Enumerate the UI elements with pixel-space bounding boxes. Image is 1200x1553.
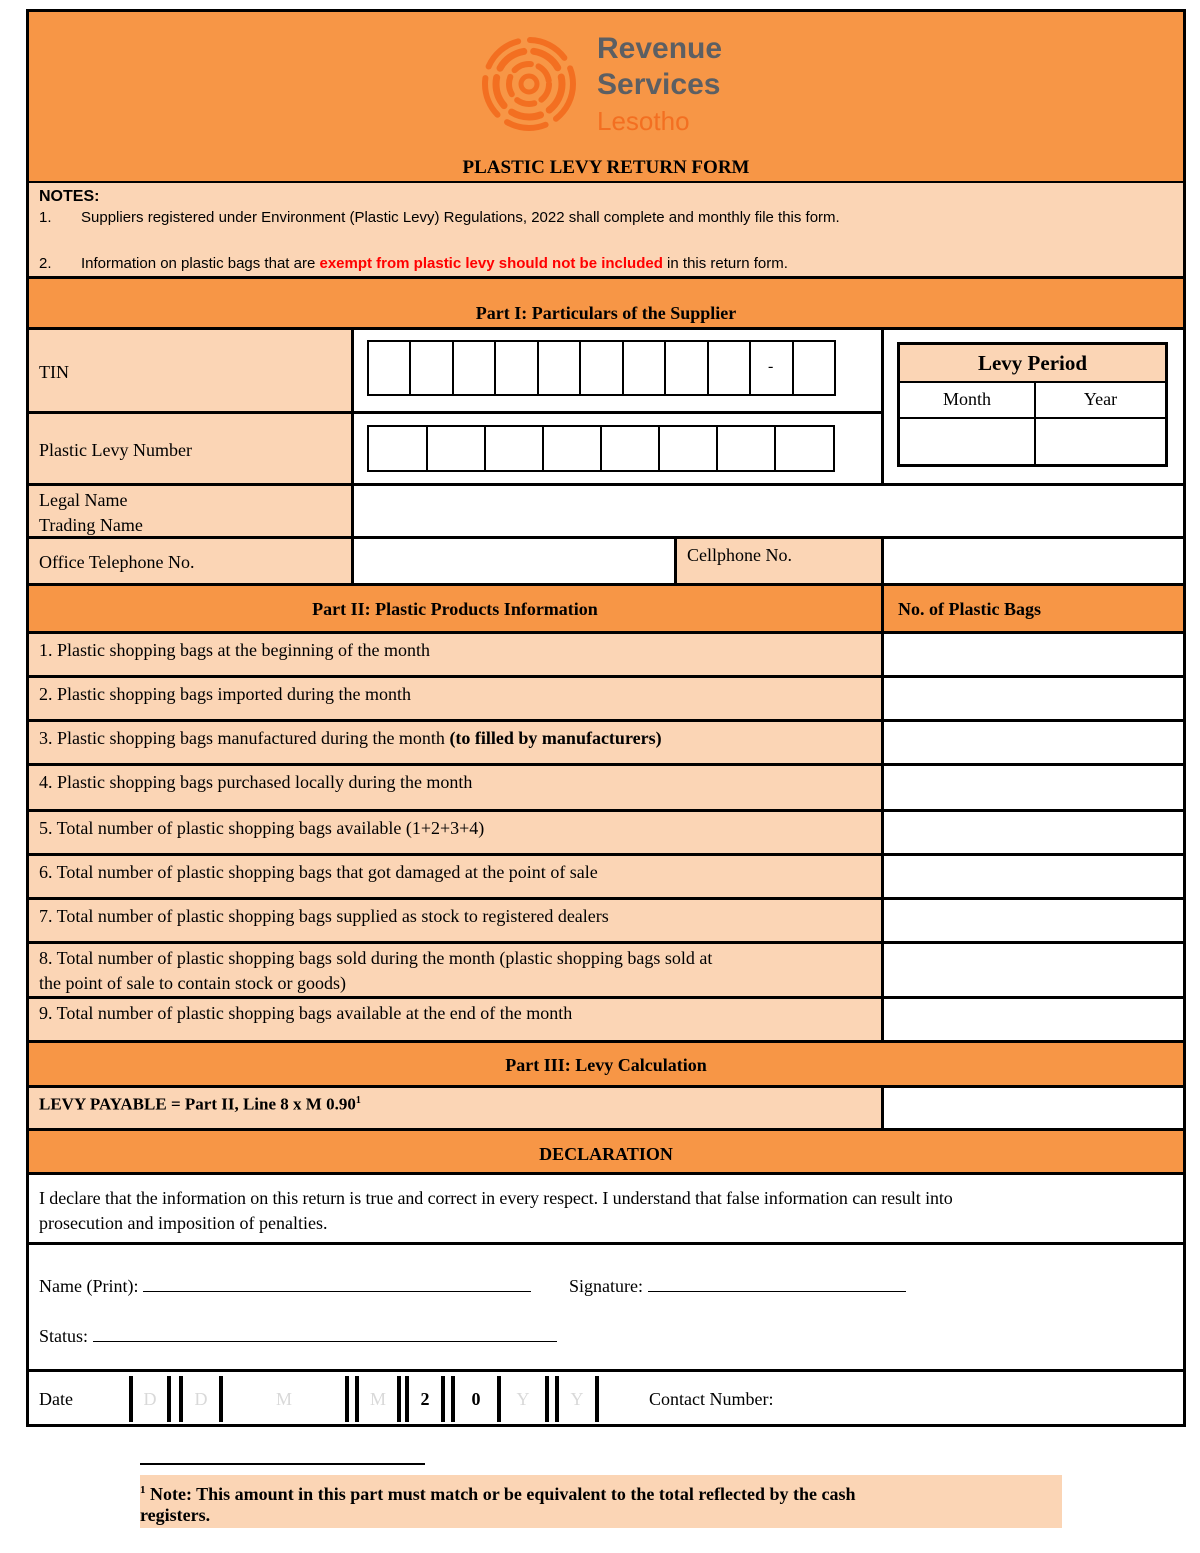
part2-row-text: 2. Plastic shopping bags imported during the month [39, 684, 411, 704]
date-box-d2[interactable] [179, 1376, 223, 1422]
signature-line[interactable] [648, 1273, 906, 1292]
tin-box-1[interactable] [369, 342, 411, 394]
part2-row-label-2 [29, 675, 884, 719]
office-tel-label: Office Telephone No. [39, 552, 195, 572]
tin-box-4[interactable] [496, 342, 539, 394]
part2-row-input-2[interactable] [884, 675, 1183, 719]
levy-footnote-ref: 1 [355, 1095, 361, 1106]
part2-row-3-note: (to filled by manufacturers) [449, 728, 662, 748]
tin-box-5[interactable] [539, 342, 581, 394]
part2-row-text: 9. Total number of plastic shopping bags available at the end of the month [39, 1003, 573, 1023]
signature-block [29, 1242, 1183, 1369]
tin-label: TIN [39, 362, 69, 382]
part2-row-text [39, 726, 662, 750]
tin-digit-boxes[interactable] [367, 340, 836, 396]
date-box-d1[interactable] [129, 1376, 171, 1422]
part2-row-label-8 [29, 941, 884, 996]
levy-box-3[interactable] [486, 427, 544, 470]
legal-name-label-cell [29, 483, 354, 536]
tin-box-6[interactable] [581, 342, 624, 394]
tin-box-10[interactable] [751, 342, 794, 394]
declaration-text-line-1: I declare that the information on this return is true and correct in every respect. I understand that false information can result into [39, 1188, 953, 1208]
part2-row-text: 5. Total number of plastic shopping bags available (1+2+3+4) [39, 818, 485, 838]
levy-number-digit-boxes[interactable] [367, 425, 835, 472]
cell-label-cell [677, 536, 884, 583]
note-1-number: 1. [39, 209, 52, 226]
levy-box-4[interactable] [544, 427, 602, 470]
part2-row-label-7 [29, 897, 884, 941]
notes-section [29, 181, 1183, 276]
rsl-logo-icon [479, 34, 579, 134]
footnote-line-1 [140, 1478, 855, 1506]
footnote-text-1: Note: This amount in this part must match or be equivalent to the total reflected by the cash [145, 1484, 856, 1504]
status-line[interactable] [93, 1323, 557, 1342]
part3-header [29, 1040, 1183, 1085]
date-box-y2[interactable] [451, 1376, 501, 1422]
date-box-y3[interactable] [501, 1376, 549, 1422]
legal-name-input[interactable] [354, 483, 1183, 536]
form-title: PLASTIC LEVY RETURN FORM [462, 157, 750, 178]
part2-row-3-text: 3. Plastic shopping bags manufactured during the month [39, 728, 445, 748]
note-2-text [81, 254, 788, 274]
part2-row-text: 4. Plastic shopping bags purchased locally during the month [39, 772, 473, 792]
levy-payable-formula [39, 1090, 361, 1116]
date-box-m2[interactable] [355, 1376, 401, 1422]
signature-label: Signature: [569, 1276, 643, 1296]
levy-payable-input[interactable] [884, 1085, 1183, 1128]
date-m2-placeholder: M [369, 1389, 386, 1409]
contact-number-label: Contact Number: [649, 1389, 774, 1409]
date-d1-placeholder: D [143, 1389, 157, 1409]
levy-period-title: Levy Period [977, 351, 1088, 375]
part2-col-header [884, 583, 1183, 631]
office-tel-label-cell [29, 536, 354, 583]
brand-line-2: Services [597, 68, 721, 101]
date-y1-value: 2 [420, 1389, 430, 1409]
part2-row-8-line-2: the point of sale to contain stock or goods) [39, 973, 346, 993]
name-print-row [39, 1273, 531, 1298]
levy-period-title-cell [900, 345, 1165, 383]
levy-month-input[interactable] [900, 419, 1034, 464]
note-1-text: Suppliers registered under Environment (Plastic Levy) Regulations, 2022 shall complete and monthly file this form. [81, 209, 840, 226]
tin-box-3[interactable] [454, 342, 496, 394]
part1-header [29, 276, 1183, 327]
part2-col-heading: No. of Plastic Bags [898, 599, 1041, 619]
part2-row-input-7[interactable] [884, 897, 1183, 941]
part2-row-label-3 [29, 719, 884, 763]
part2-row-input-8[interactable] [884, 941, 1183, 996]
date-m1-placeholder: M [275, 1389, 292, 1409]
date-y2-value: 0 [471, 1389, 481, 1409]
levy-period-box [897, 342, 1168, 467]
part2-row-input-5[interactable] [884, 809, 1183, 853]
part2-row-text: 8. Total number of plastic shopping bags sold during the month (plastic shopping bags sold at [39, 948, 713, 968]
levy-payable-text: LEVY PAYABLE = Part II, Line 8 x M 0.90 [39, 1094, 356, 1114]
date-label: Date [39, 1389, 73, 1409]
date-d2-placeholder: D [194, 1389, 208, 1409]
levy-year-input[interactable] [1036, 419, 1165, 464]
footnote-text-2: registers. [140, 1505, 211, 1525]
cell-input[interactable] [884, 536, 1183, 583]
part2-heading: Part II: Plastic Products Information [312, 599, 598, 619]
declaration-heading: DECLARATION [539, 1144, 673, 1164]
date-row [29, 1369, 1183, 1424]
trading-name-label: Trading Name [39, 515, 143, 535]
footnote-separator [140, 1463, 425, 1465]
levy-box-6[interactable] [660, 427, 718, 470]
part2-row-input-3[interactable] [884, 719, 1183, 763]
contact-number-input[interactable] [819, 1376, 1179, 1422]
legal-name-label: Legal Name [39, 490, 128, 510]
tin-box-9[interactable] [709, 342, 751, 394]
brand-line-1: Revenue [597, 32, 723, 65]
part2-row-text: 1. Plastic shopping bags at the beginning of the month [39, 640, 430, 660]
notes-heading: NOTES: [39, 188, 100, 205]
declaration-header [29, 1128, 1183, 1172]
part2-row-input-4[interactable] [884, 763, 1183, 809]
footnote-box [140, 1475, 1062, 1528]
tin-box-2[interactable] [411, 342, 454, 394]
date-y4-placeholder: Y [570, 1389, 584, 1409]
levy-year-label: Year [1083, 389, 1118, 409]
levy-box-1[interactable] [369, 427, 428, 470]
levy-number-label-cell [29, 411, 354, 483]
signature-row [569, 1273, 906, 1298]
note-2-post: in this return form. [662, 255, 788, 272]
levy-number-label: Plastic Levy Number [39, 440, 192, 460]
part2-row-label-6 [29, 853, 884, 897]
status-label: Status: [39, 1326, 89, 1346]
declaration-text-cell [29, 1172, 1183, 1242]
levy-month-label: Month [942, 389, 991, 409]
part2-row-label-9 [29, 996, 884, 1040]
cell-label: Cellphone No. [687, 545, 792, 565]
note-2-pre: Information on plastic bags that are [81, 255, 320, 272]
levy-box-7[interactable] [718, 427, 776, 470]
tin-label-cell [29, 327, 354, 411]
part2-row-input-9[interactable] [884, 996, 1183, 1040]
part2-row-input-1[interactable] [884, 631, 1183, 675]
part2-row-label-4 [29, 763, 884, 809]
levy-box-8[interactable] [776, 427, 833, 470]
part2-row-label-1 [29, 631, 884, 675]
form-header [29, 12, 1183, 181]
levy-payable-label-cell [29, 1085, 884, 1128]
office-tel-input[interactable] [354, 536, 677, 583]
part1-heading: Part I: Particulars of the Supplier [475, 303, 737, 323]
status-row [39, 1323, 557, 1348]
brand-line-3: Lesotho [597, 106, 690, 136]
part2-row-label-5 [29, 809, 884, 853]
tin-box-7[interactable] [624, 342, 666, 394]
tin-dash: - [768, 358, 774, 375]
date-box-m1[interactable] [223, 1376, 349, 1422]
note-2-number: 2. [39, 255, 52, 272]
tin-box-11[interactable] [794, 342, 836, 394]
note-2-emphasis: exempt from plastic levy should not be included [319, 255, 663, 272]
part2-row-text: 6. Total number of plastic shopping bags that got damaged at the point of sale [39, 862, 598, 882]
date-box-y1[interactable] [405, 1376, 445, 1422]
date-box-y4[interactable] [555, 1376, 599, 1422]
footnote-marker: 1 [140, 1484, 146, 1496]
part2-row-text: 7. Total number of plastic shopping bags supplied as stock to registered dealers [39, 906, 609, 926]
part2-row-input-6[interactable] [884, 853, 1183, 897]
declaration-text-line-2: prosecution and imposition of penalties. [39, 1213, 328, 1233]
levy-box-5[interactable] [602, 427, 660, 470]
part2-header [29, 583, 884, 631]
name-print-line[interactable] [143, 1273, 531, 1292]
date-y3-placeholder: Y [516, 1389, 530, 1409]
name-print-label: Name (Print): [39, 1276, 139, 1296]
part3-heading: Part III: Levy Calculation [505, 1055, 707, 1075]
tin-box-8[interactable] [666, 342, 709, 394]
levy-box-2[interactable] [428, 427, 486, 470]
